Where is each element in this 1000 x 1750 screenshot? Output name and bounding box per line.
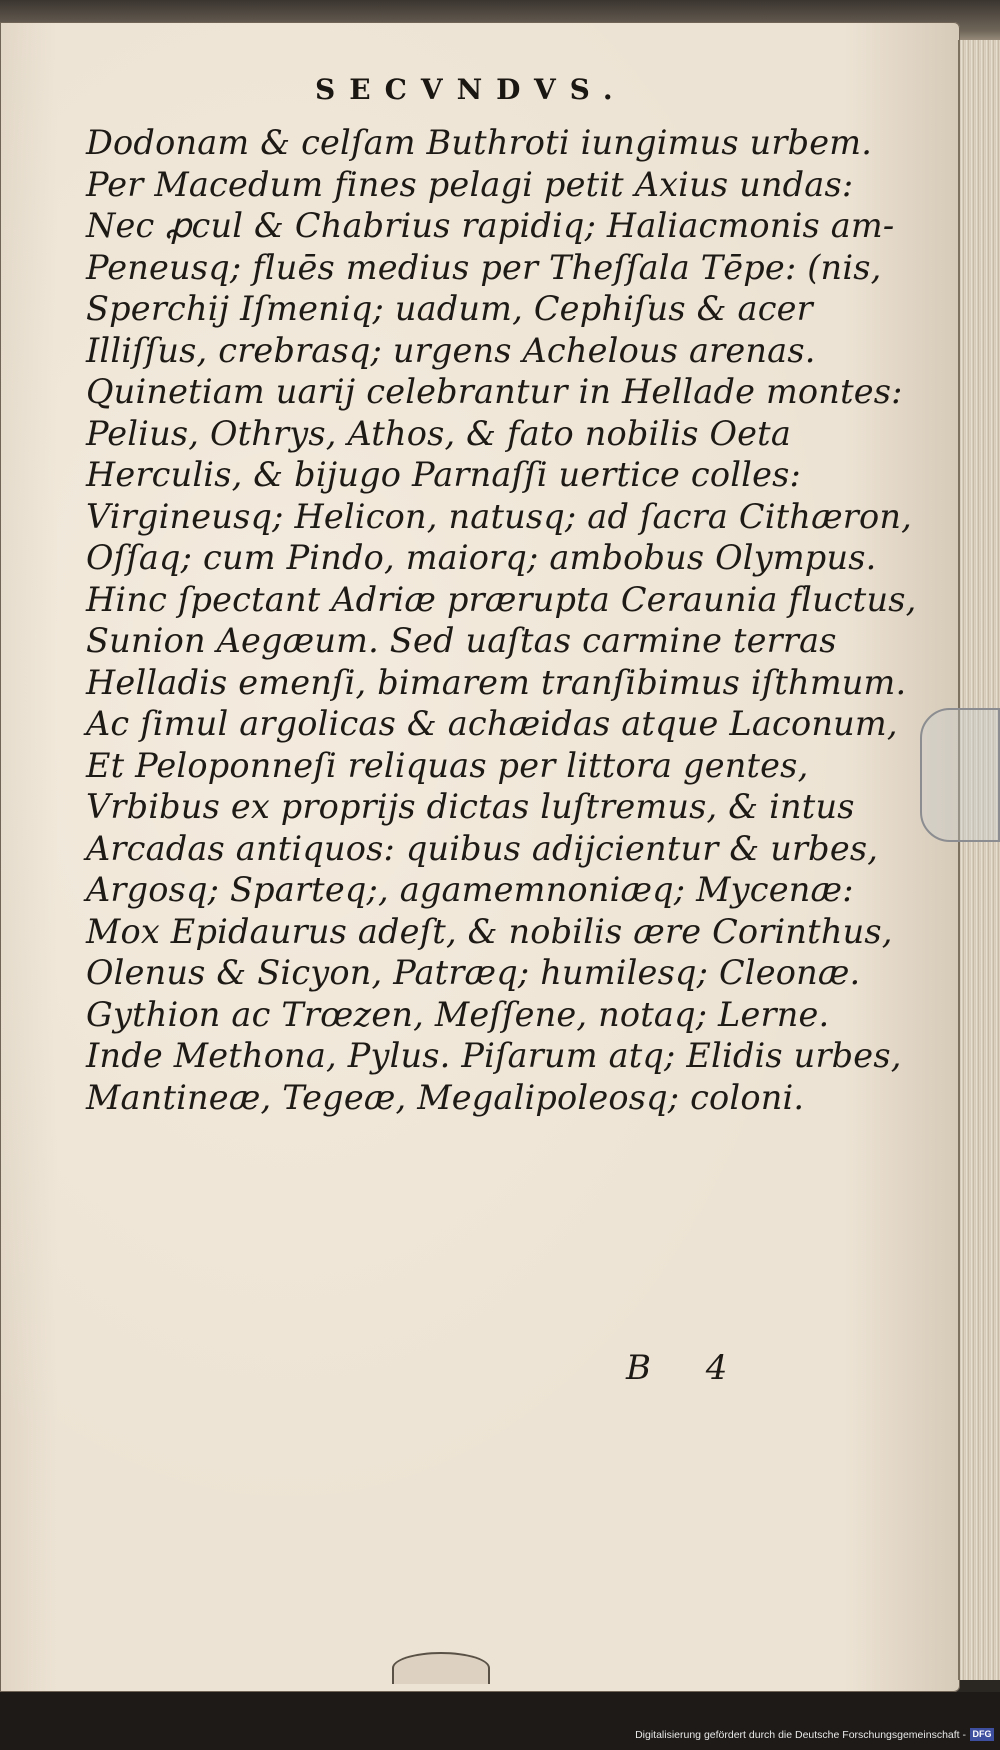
verse-line: Hinc ſpectant Adriæ prærupta Ceraunia fluctus,	[86, 579, 917, 619]
verse-line: Nec ꝓcul & Chabrius rapidiq; Haliacmonis am-	[86, 206, 895, 245]
verse-line: Et Peloponneſi reliquas per littora gentes,	[86, 745, 809, 785]
verse-line: Olenus & Sicyon, Patræq; humilesq; Cleonæ.	[86, 953, 861, 992]
verse-line: Oſſaq; cum Pindo, maiorq; ambobus Olympus.	[86, 538, 877, 577]
verse-line: Inde Methona, Pylus. Piſarum atq; Elidis urbes,	[86, 1036, 902, 1075]
page-clip-bottom	[392, 1652, 490, 1684]
verse-line: Pelius, Othrys, Athos, & fato nobilis Oeta	[86, 413, 791, 453]
verse-line: Quinetiam uarij celebrantur in Hellade montes:	[86, 372, 903, 411]
signature-mark: B 4	[626, 1348, 750, 1388]
verse-line: Vrbibus ex proprijs dictas luſtremus, & intus	[86, 787, 855, 826]
running-head: SECVNDVS.	[315, 73, 627, 106]
footer-credit: Digitalisierung gefördert durch die Deutsche Forschungsgemeinschaft -	[635, 1729, 966, 1741]
verse-line: Dodonam & celſam Buthroti iungimus urbem.	[86, 123, 873, 162]
verse-line: Herculis, & bijugo Parnaſſi uertice colles:	[86, 455, 801, 494]
verse-line: Arcadas antiquos: quibus adijcientur & urbes,	[86, 828, 879, 868]
verse-line: Sunion Aegæum. Sed uaſtas carmine terras	[86, 621, 837, 660]
verse-line: Gythion ac Trœzen, Meſſene, notaq; Lerne.	[86, 994, 830, 1034]
page-fore-edge	[958, 40, 1000, 1680]
verse-line: Illiſſus, crebrasq; urgens Achelous arenas.	[86, 330, 816, 370]
page-clip	[920, 708, 1000, 842]
verse-line: Virgineusq; Helicon, natusq; ad ſacra Cithæron,	[86, 496, 912, 536]
verse-line: Ac ſimul argolicas & achæidas atque Laconum,	[86, 704, 898, 743]
verse-line: Peneusq; fluēs medius per Theſſala Tēpe: (nis,	[86, 247, 882, 287]
verse-block	[86, 122, 926, 1118]
dfg-logo: DFG	[970, 1728, 994, 1741]
verse-line: Argosq; Sparteq;, agamemnoniæq; Mycenæ:	[86, 870, 854, 909]
verse-line: Mox Epidaurus adeſt, & nobilis ære Corinthus,	[86, 911, 893, 951]
verse-line: Per Macedum fines pelagi petit Axius undas:	[86, 164, 854, 204]
verse-line: Helladis emenſi, bimarem tranſibimus iſthmum.	[86, 662, 907, 702]
scan-bottom-band	[0, 1692, 1000, 1750]
verse-line: Sperchij Iſmeniq; uadum, Cephiſus & acer	[86, 289, 813, 328]
verse-line: Mantineæ, Tegeæ, Megalipoleosq; coloni.	[86, 1077, 805, 1117]
